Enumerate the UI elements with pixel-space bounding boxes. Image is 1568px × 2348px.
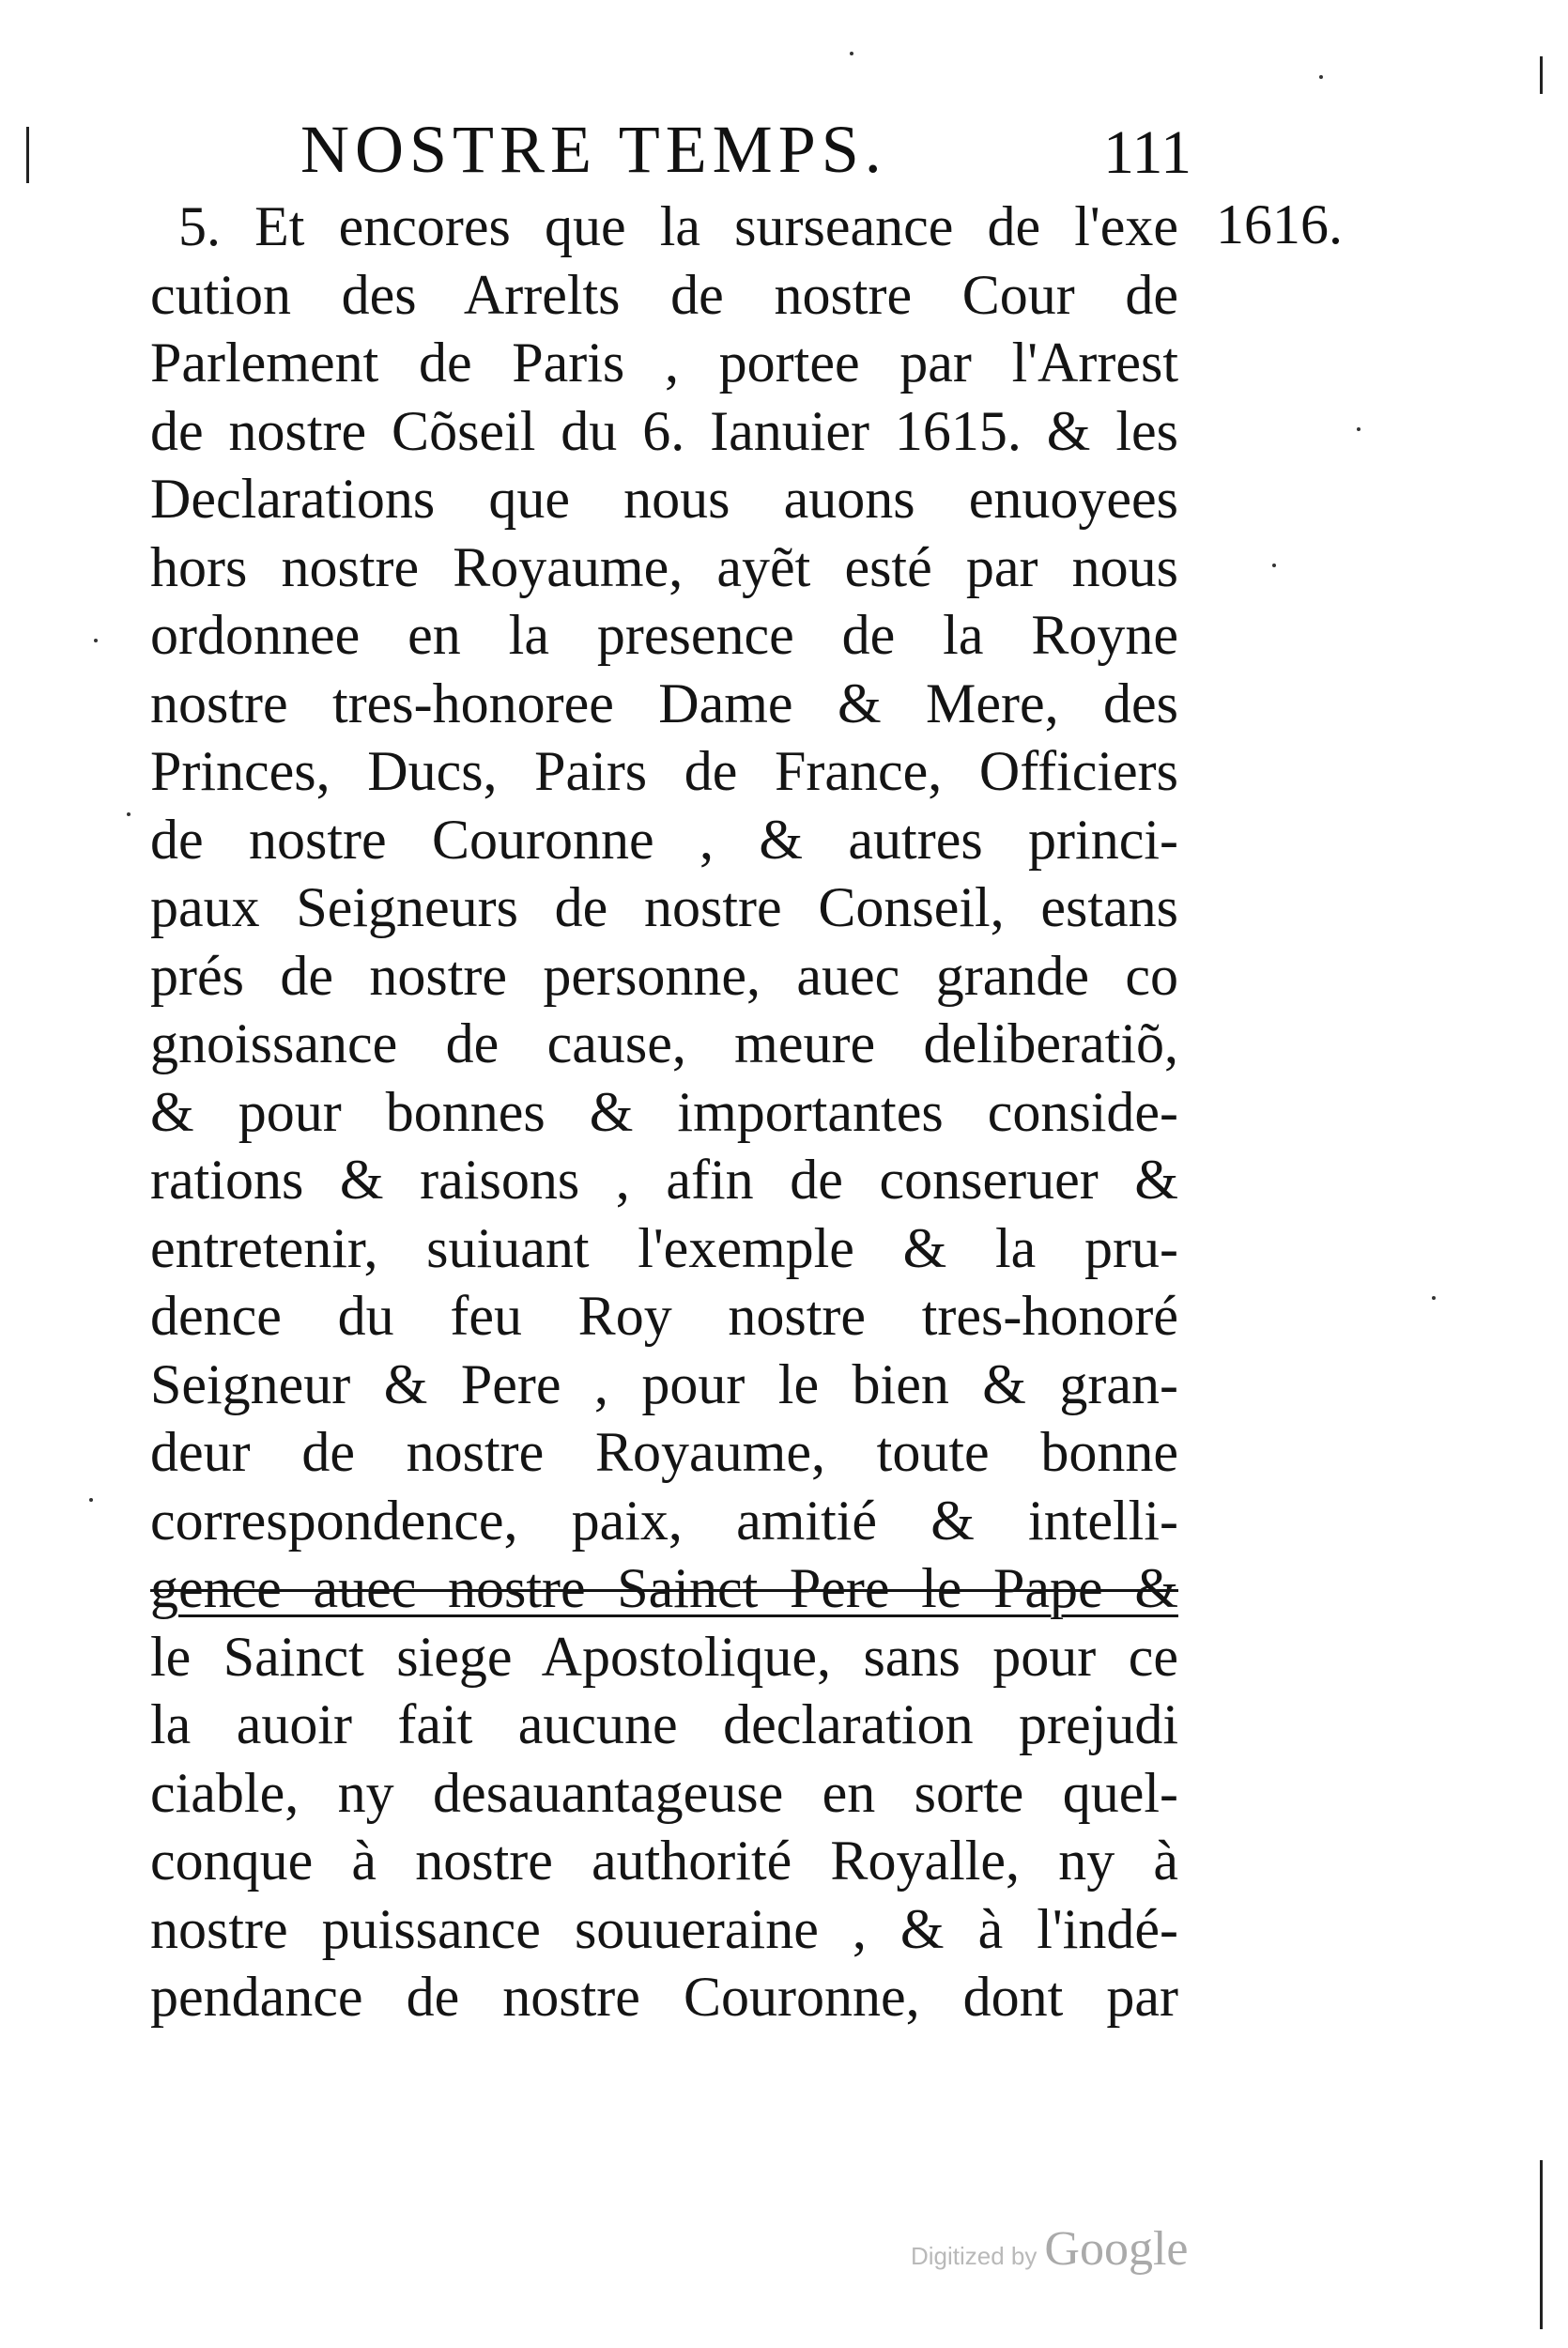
google-logo: Google: [1044, 2222, 1189, 2276]
scan-speck: [1432, 1296, 1436, 1300]
text-line: hors nostre Royaume, ayẽt esté par nous: [150, 535, 1178, 598]
text-line: gnoissance de cause, meure deliberatiõ,: [150, 1012, 1178, 1074]
scan-speck: [1319, 75, 1323, 79]
watermark-prefix: Digitized by: [911, 2242, 1038, 2270]
digitized-watermark: [911, 2221, 1189, 2277]
text-line: nostre tres-honoree Dame & Mere, des: [150, 672, 1178, 734]
text-line: rations & raisons , afin de conseruer &: [150, 1149, 1178, 1211]
text-line: prés de nostre personne, auec grande co: [150, 944, 1178, 1007]
text-line: de nostre Cõseil du 6. Ianuier 1615. & les: [150, 399, 1178, 462]
scan-speck: [1272, 564, 1276, 567]
text-line: cution des Arrelts de nostre Cour de: [150, 263, 1178, 326]
scan-speck: [89, 1498, 93, 1502]
text-line: Seigneur & Pere , pour le bien & gran-: [150, 1352, 1178, 1415]
body-text: [150, 193, 1178, 2031]
text-line: & pour bonnes & importantes conside-: [150, 1080, 1178, 1143]
page-number: 111: [1103, 118, 1192, 187]
text-line-underlined-partial: le Sainct siege Apostolique, sans pour ce: [150, 1625, 1178, 1688]
text-line: dence du feu Roy nostre tres-honoré: [150, 1285, 1178, 1347]
text-line: Princes, Ducs, Pairs de France, Officiers: [150, 740, 1178, 802]
scan-edge-mark-left: [26, 127, 29, 183]
text-line: pendance de nostre Couronne, dont par: [150, 1966, 1178, 2028]
text-line-underlined: gence auec nostre Sainct Pere le Pape &: [150, 1557, 1178, 1619]
text-line: conque à nostre authorité Royalle, ny à: [150, 1830, 1178, 1892]
text-line: paux Seigneurs de nostre Conseil, estans: [150, 876, 1178, 938]
text-line: ordonnee en la presence de la Royne: [150, 604, 1178, 666]
running-head: NOSTRE TEMPS.: [300, 112, 887, 187]
text-line: 5. Et encores que la surseance de l'exe: [178, 195, 1178, 257]
text-line-annotated: correspondence, paix, amitié & intelli-: [150, 1489, 1178, 1552]
scan-speck: [1357, 427, 1360, 431]
text-line: deur de nostre Royaume, toute bonne: [150, 1421, 1178, 1483]
scan-edge-mark-right-bottom: [1540, 2160, 1543, 2329]
scan-speck: [127, 812, 131, 816]
scan-speck: [850, 52, 853, 55]
text-line: ciable, ny desauantageuse en sorte quel-: [150, 1761, 1178, 1824]
text-line: entretenir, suiuant l'exemple & la pru-: [150, 1216, 1178, 1279]
scan-speck: [94, 639, 98, 642]
text-line: Parlement de Paris , portee par l'Arrest: [150, 332, 1178, 394]
text-line: Declarations que nous auons enuoyees: [150, 468, 1178, 530]
text-line: nostre puissance souueraine , & à l'indé-: [150, 1897, 1178, 1960]
scan-edge-mark-right: [1540, 56, 1543, 94]
text-line: de nostre Couronne , & autres princi-: [150, 808, 1178, 871]
text-line: la auoir fait aucune declaration prejudi: [150, 1693, 1178, 1755]
margin-year-note: 1616.: [1216, 193, 1343, 255]
